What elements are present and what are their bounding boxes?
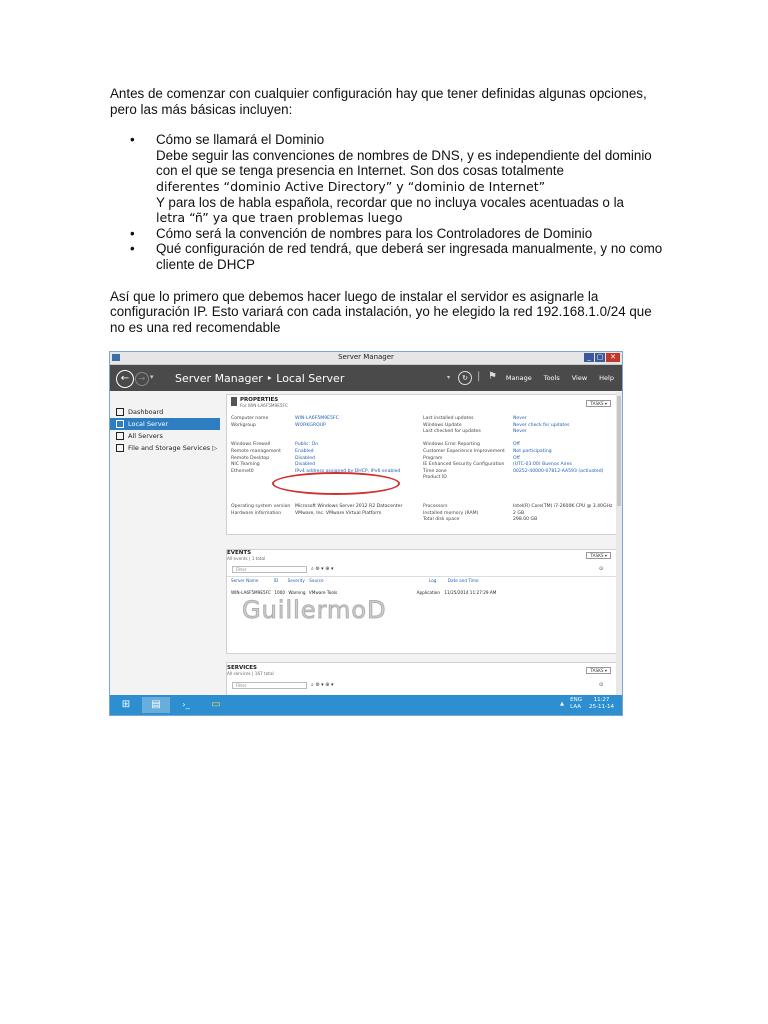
prop-value: 298.00 GB xyxy=(513,517,538,523)
sidebar-item-label: Dashboard xyxy=(128,408,164,416)
prop-value xyxy=(513,436,617,443)
last-updates-link[interactable]: Never xyxy=(513,416,527,421)
prop-key: IE Enhanced Security Configuration xyxy=(423,462,505,468)
breadcrumb-dropdown-icon[interactable]: ▾ xyxy=(447,374,451,381)
sidebar-item-label: File and Storage Services ▷ xyxy=(128,444,218,452)
last-checked-link[interactable]: Never xyxy=(513,429,527,435)
properties-heading xyxy=(240,397,288,408)
properties-subtitle: For WIN-LA6F5M9E5FC xyxy=(240,403,288,408)
ie-esc-link[interactable]: Off xyxy=(513,455,520,461)
history-dropdown-icon[interactable]: ▾ xyxy=(150,373,154,381)
powershell-taskbar-icon[interactable]: ›_ xyxy=(182,700,190,709)
cell-log: Application xyxy=(416,590,440,595)
services-subtitle: All services | 167 total xyxy=(227,671,274,676)
properties-panel xyxy=(226,394,618,535)
server-manager-screenshot xyxy=(109,351,623,716)
ceip-link[interactable]: Not participating xyxy=(513,448,552,454)
properties-hw-values xyxy=(295,504,420,517)
prop-key: NIC Teaming xyxy=(231,462,260,468)
prop-value xyxy=(295,429,405,436)
sidebar xyxy=(110,392,220,695)
cell-id: 1000 xyxy=(274,590,285,595)
bullet-detail: Y para los de habla española, recordar que no incluya vocales acentuadas o la xyxy=(156,194,624,210)
app-header xyxy=(110,365,622,391)
events-filter-controls[interactable]: ⌕ ⊜ ▾ ⊕ ▾ xyxy=(311,566,334,572)
properties-hw-keys xyxy=(231,504,293,517)
error-reporting-link[interactable]: Off xyxy=(513,442,520,448)
prop-key: Operating system version xyxy=(231,504,291,509)
prop-value: VMware, Inc. VMware Virtual Platform xyxy=(295,510,382,516)
properties-title: PROPERTIES xyxy=(240,397,279,403)
menu-tools[interactable]: Tools xyxy=(543,374,560,382)
clock[interactable] xyxy=(589,697,614,711)
highlight-oval xyxy=(272,472,400,495)
refresh-icon[interactable]: ↻ xyxy=(458,371,472,385)
prop-key: Ethernet0 xyxy=(231,468,254,474)
prop-key: Hardware information xyxy=(231,510,282,516)
computer-name-link[interactable]: WIN-LA6F5M9E5FC xyxy=(295,416,339,421)
bullet-marker: • xyxy=(130,132,135,148)
document-body xyxy=(110,86,670,335)
prop-key: Remote management xyxy=(231,448,281,454)
prop-key: Windows Firewall xyxy=(231,442,271,448)
window-controls xyxy=(584,353,620,362)
prop-value: 2 GB xyxy=(513,510,525,516)
services-title: SERVICES xyxy=(227,665,258,671)
remote-management-link[interactable]: Enabled xyxy=(295,448,314,454)
events-divider xyxy=(227,576,617,577)
nic-teaming-link[interactable]: Disabled xyxy=(295,462,315,468)
table-row[interactable] xyxy=(231,590,496,595)
window-title: Server Manager xyxy=(338,353,394,361)
time-zone-link[interactable]: (UTC-03:00) Buenos Aires xyxy=(513,462,572,468)
close-button[interactable]: ✕ xyxy=(606,353,620,362)
bullet-marker: • xyxy=(130,225,135,241)
remote-desktop-link[interactable]: Disabled xyxy=(295,455,315,461)
bullet-detail: Debe seguir las convenciones de nombres de DNS, y es independiente del dominio con el que se tenga presencia en Internet. Son dos cosas totalmente xyxy=(156,147,652,179)
services-heading xyxy=(227,665,274,676)
prop-value: Microsoft Windows Server 2012 R2 Datacenter xyxy=(295,504,403,509)
lang-secondary: LAA xyxy=(570,704,582,710)
bullet-title: Qué configuración de red tendrá, que deberá ser ingresada manualmente, y no como cliente de DHCP xyxy=(156,241,663,272)
windows-update-link[interactable]: Never check for updates xyxy=(513,422,570,428)
events-filter-input[interactable]: Filter xyxy=(232,566,307,573)
events-subtitle: All events | 1 total xyxy=(227,556,266,561)
sidebar-item-local-server[interactable] xyxy=(110,418,220,430)
prop-key: Product ID xyxy=(423,475,447,481)
prop-key: Workgroup xyxy=(231,422,256,428)
prop-key: Computer name xyxy=(231,416,269,421)
menu-view[interactable]: View xyxy=(571,374,588,382)
product-id-link[interactable]: 00252-40000-07812-AA593 (activated) xyxy=(513,468,604,474)
start-button[interactable]: ⊞ xyxy=(121,699,131,710)
cell-date-time: 11/25/2014 11:27:29 AM xyxy=(444,590,497,595)
services-collapse-icon[interactable]: ⊙ xyxy=(599,682,604,688)
prop-key: Windows Update xyxy=(423,422,462,428)
properties-left-keys xyxy=(231,416,293,475)
cell-severity: Warning xyxy=(288,590,306,595)
notifications-flag-icon[interactable]: ⚑ xyxy=(488,371,497,382)
events-collapse-icon[interactable]: ⊙ xyxy=(599,566,604,572)
events-table-header xyxy=(231,578,479,583)
ethernet-link[interactable]: IPv4 address assigned by DHCP, IPv6 enabled xyxy=(295,468,401,474)
window-titlebar xyxy=(110,352,622,365)
events-title: EVENTS xyxy=(227,550,252,556)
bullet-detail: letra “ñ” ya que traen problemas luego xyxy=(156,210,403,226)
properties-cpu-keys xyxy=(423,504,513,524)
events-tasks-button[interactable]: TASKS ▾ xyxy=(586,552,611,559)
header-menu xyxy=(506,374,614,382)
breadcrumb: Server Manager ‣ Local Server xyxy=(175,372,345,385)
scrollbar-thumb[interactable] xyxy=(617,396,621,506)
bullet-title: Cómo se llamará el Dominio xyxy=(156,132,325,148)
taskbar xyxy=(110,695,622,715)
prop-key: Time zone xyxy=(423,468,447,474)
menu-help[interactable]: Help xyxy=(599,374,614,382)
server-manager-taskbar-icon[interactable]: ▤ xyxy=(142,697,170,713)
prop-key xyxy=(231,429,293,436)
sidebar-item-file-storage[interactable] xyxy=(110,442,220,454)
prop-key: Customer Experience Improvement Program xyxy=(423,448,505,461)
properties-tasks-button[interactable]: TASKS ▾ xyxy=(586,400,611,407)
list-item xyxy=(110,241,670,272)
properties-left-values xyxy=(295,416,405,475)
col-date-time[interactable]: Date and Time xyxy=(447,578,479,583)
list-item xyxy=(110,132,670,226)
sidebar-item-dashboard[interactable] xyxy=(110,406,220,418)
col-server-name[interactable]: Server Name xyxy=(231,578,259,583)
server-icon xyxy=(116,420,124,428)
clock-time: 11:27 xyxy=(593,697,610,703)
prop-key: Processors xyxy=(423,504,448,509)
closing-paragraph: Así que lo primero que debemos hacer luego de instalar el servidor es asignarle la configuración IP. Esto variará con cada instalación, yo he elegido la red 192.168.1.0/24 que no es una red recomendable xyxy=(110,288,652,335)
menu-manage[interactable]: Manage xyxy=(505,374,532,382)
dashboard-icon xyxy=(116,408,124,416)
sidebar-item-label: Local Server xyxy=(128,420,169,428)
servers-icon xyxy=(116,432,124,440)
prop-value: Intel(R) Core(TM) i7-2600K CPU @ 3.40GHz xyxy=(513,504,613,509)
storage-icon xyxy=(116,444,124,452)
bullet-marker: • xyxy=(130,241,135,257)
language-indicator[interactable] xyxy=(570,697,582,711)
services-filter-input[interactable]: Filter xyxy=(232,682,307,689)
maximize-button[interactable]: ▢ xyxy=(596,353,604,361)
prop-key: Last checked for updates xyxy=(423,429,481,435)
cell-server-name: WIN-LA6F5M9E5FC xyxy=(231,590,271,595)
bullet-detail: diferentes “dominio Active Directory” y “dominio de Internet” xyxy=(156,178,546,194)
list-item xyxy=(110,226,670,242)
properties-right-values xyxy=(513,416,617,475)
services-filter-controls[interactable]: ⌕ ⊜ ▾ ⊕ ▾ xyxy=(311,682,334,688)
main-content xyxy=(226,394,618,695)
properties-right-keys xyxy=(423,416,513,482)
prop-key: Last installed updates xyxy=(423,416,474,421)
col-source[interactable]: Source xyxy=(309,578,324,583)
server-tile-icon xyxy=(231,397,237,406)
tray-overflow-icon[interactable]: ▲ xyxy=(560,701,564,707)
clock-date: 25-11-14 xyxy=(589,704,614,710)
prop-key: Remote Desktop xyxy=(231,455,270,461)
prop-key: Total disk space xyxy=(423,517,460,523)
forward-icon[interactable]: → xyxy=(135,372,149,386)
prop-key: Installed memory (RAM) xyxy=(423,510,479,516)
sidebar-item-label: All Servers xyxy=(128,432,163,440)
prop-key: Windows Error Reporting xyxy=(423,442,480,448)
watermark: GuillermoD xyxy=(242,596,387,624)
vertical-scrollbar[interactable] xyxy=(616,392,622,695)
sidebar-item-all-servers[interactable] xyxy=(110,430,220,442)
bullet-title: Cómo será la convención de nombres para los Controladores de Dominio xyxy=(156,225,593,241)
minimize-button[interactable]: _ xyxy=(584,353,594,362)
col-severity[interactable]: Severity xyxy=(287,578,305,583)
separator: | xyxy=(477,371,481,382)
bullet-list xyxy=(110,132,670,272)
intro-paragraph: Antes de comenzar con cualquier configuración hay que tener definidas algunas opciones, pero las más básicas incluyen: xyxy=(110,86,647,117)
cell-source: VMware Tools xyxy=(308,590,338,595)
workgroup-link[interactable]: WORKGROUP xyxy=(295,422,326,428)
lang-primary: ENG xyxy=(570,697,582,703)
firewall-link[interactable]: Public: On xyxy=(295,442,319,448)
events-heading xyxy=(227,550,265,561)
file-explorer-taskbar-icon[interactable]: ▭ xyxy=(211,699,221,710)
back-icon[interactable]: ← xyxy=(116,370,134,388)
services-tasks-button[interactable]: TASKS ▾ xyxy=(586,667,611,674)
properties-cpu-values xyxy=(513,504,617,524)
col-id[interactable]: ID xyxy=(273,578,279,583)
col-log[interactable]: Log xyxy=(428,578,437,583)
